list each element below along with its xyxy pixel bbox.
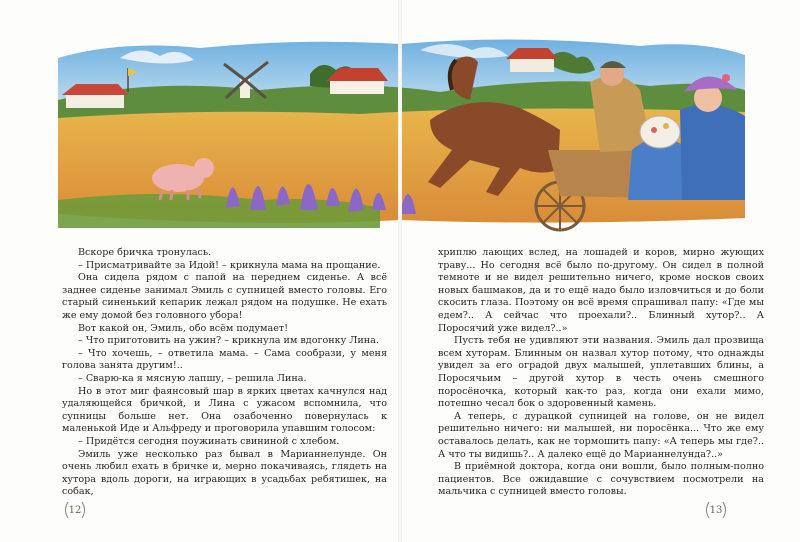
page-gutter [398,0,402,542]
paragraph: А теперь, с дурацкой супницей на голове, он не видел решительно ничего: ни малышей, ни поросёнка... Что же ему оставалось делать, как не тормошить папу: «А теперь мы где?.. А что ты видишь?.. А далеко ещё до Марианнелунда?..» [438,410,764,460]
paragraph: – Что хочешь, – ответила мама. – Сама сообрази, у меня голова занята другим!.. [62,347,387,372]
paragraph: Она сидела рядом с папой на переднем сиденье. А всё заднее сиденье занимал Эмиль с супницей вместо головы. Его старый синенький кепарик лежал рядом на подушке. Не ехать же ему домой без головного убора! [62,272,387,321]
page-number-right: 13 [703,500,729,520]
page-number-left: 12 [62,500,88,520]
paragraph: Вскоре бричка тронулась. [78,247,212,258]
left-page-text [62,247,387,499]
paragraph: Пусть тебя не удивляют эти названия. Эмиль дал прозвища всем хуторам. Блинным он назвал хутор потому, что однажды увидел за его оградой двух малышей, уплетавших блины, а Поросячьим – другой хутор в честь очень смешного поросёночка, который как-то раз, когда они ехали мимо, потешно чесал бок о здоровенный камень. [438,335,764,410]
paragraph: В приёмной доктора, когда они вошли, было полным-полно пациентов. Все ожидавшие с сочувствием посмотрели на мальчика с супницей вместо головы. [438,461,764,498]
paragraph: Вот какой он, Эмиль, обо всём подумает! [78,322,289,334]
paragraph: – Что приготовить на ужин? – крикнула им вдогонку Лина. [78,335,379,347]
paragraph: Эмиль уже несколько раз бывал в Марианнелунде. Он очень любил ехать в бричке и, мерно покачиваясь, глядеть на хутора вдоль дороги, на играющих в усадьбах ребятишек, на собак, [62,448,387,498]
paragraph: хриплю лающих вслед, на лошадей и коров, мирно жующих траву... Но сегодня всё было по-другому. Он сидел в полной темноте и не видел решительно ничего, кроме носков своих новых башмаков, да и то ещё надо было изловчиться и до боли скосить глаза. Поэтому он всё время спрашивал папу: «Где мы едем?.. А сейчас что проехали?.. Блинный хутор?.. А Поросячий уже видел?..» [438,247,764,334]
right-page-text [438,247,764,499]
paragraph: – Сварю-ка я мясную лапшу, – решила Лина. [78,372,307,384]
farmhouse-left [62,84,128,108]
paragraph: Но в этот миг фаянсовый шар в ярких цветах качнулся над удаляющейся бричкой, и Лина с ужасом вспомнила, что супницы больше нет. Она озабоченно повернулась к маленькой Иде и Альфреду и проговорила упавшим голосом: [62,385,387,435]
paragraph: – Присматривайте за Идой! – крикнула мама на прощание. [78,259,381,271]
paragraph: – Придётся сегодня поужинать свининой с хлебом. [78,435,340,447]
